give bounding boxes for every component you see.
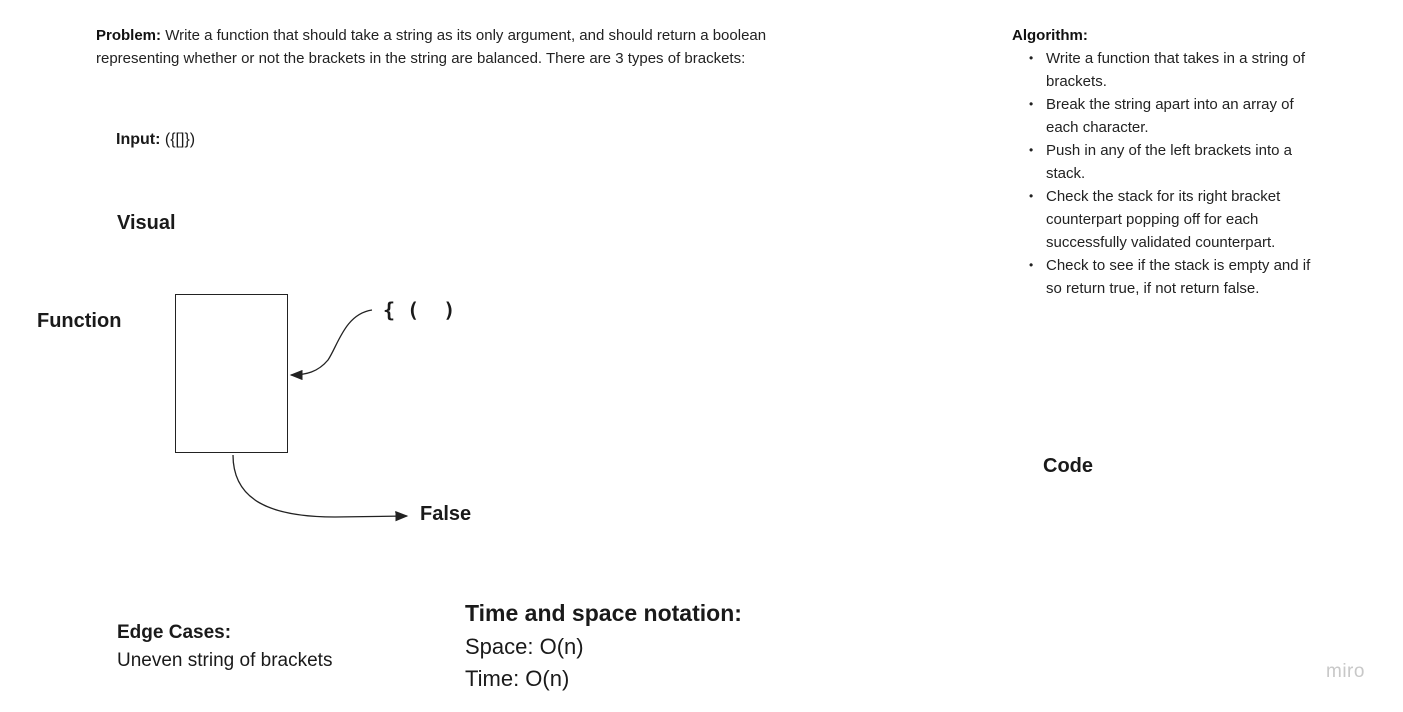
visual-title: Visual [117, 212, 176, 234]
time-complexity: Time: O(n) [465, 666, 570, 691]
edge-cases-title: Edge Cases: [117, 622, 232, 643]
function-label: Function [37, 310, 122, 332]
code-title: Code [1043, 455, 1093, 477]
input-arrow[interactable] [291, 310, 372, 375]
algorithm-step: • Check the stack for its right bracket counterpart popping off for each successfully validated counterpart. [1046, 185, 1322, 254]
output-false-label: False [420, 503, 472, 525]
input-value: ({[]}) [164, 131, 196, 148]
complexity-title: Time and space notation: [465, 600, 742, 626]
algorithm-step: • Push in any of the left brackets into a stack. [1046, 139, 1322, 185]
input-brackets-label: { ( ) [383, 298, 456, 322]
edge-cases-text: Uneven string of brackets [117, 650, 333, 671]
problem-label: Problem: [96, 27, 162, 44]
miro-logo[interactable]: miro [1326, 661, 1365, 682]
algorithm-step: • Check to see if the stack is empty and if so return true, if not return false. [1046, 254, 1322, 300]
algorithm-section [1012, 24, 1322, 300]
input-label: Input: [116, 131, 161, 148]
algorithm-step: • Write a function that takes in a string of brackets. [1046, 47, 1322, 93]
output-arrow[interactable] [233, 455, 407, 517]
problem-text: Write a function that should take a string as its only argument, and should return a boolean representing whether or not the brackets in the string are balanced. There are 3 types of brackets: [96, 27, 767, 67]
algorithm-steps [1012, 47, 1322, 300]
algorithm-step: • Break the string apart into an array of each character. [1046, 93, 1322, 139]
space-complexity: Space: O(n) [465, 634, 584, 659]
algorithm-title: Algorithm: [1012, 27, 1088, 44]
